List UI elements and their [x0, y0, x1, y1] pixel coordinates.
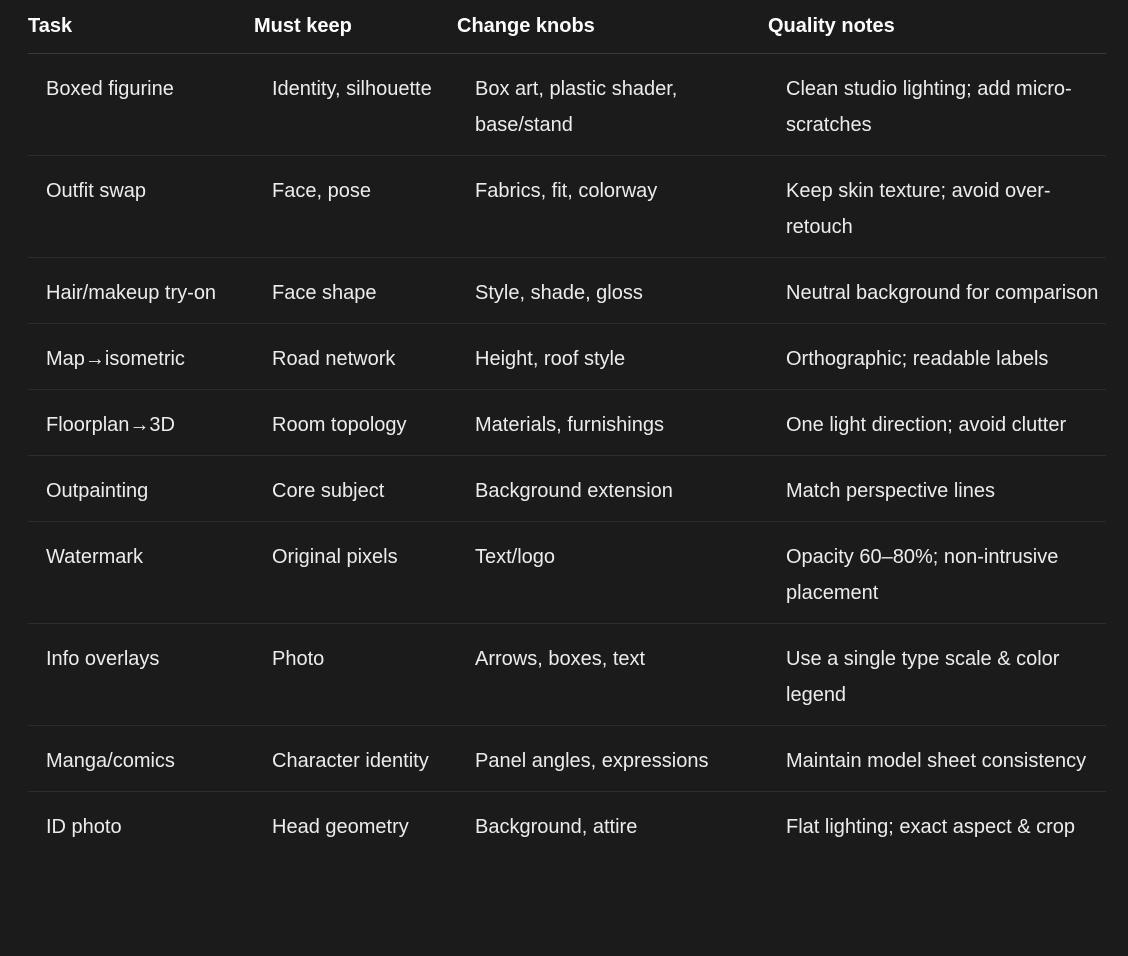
- cell-change-knobs: Height, roof style: [457, 324, 768, 390]
- table-header-row: [28, 0, 1106, 54]
- cell-task: Boxed figurine: [28, 54, 254, 156]
- cell-task: Outfit swap: [28, 156, 254, 258]
- cell-quality-notes: One light direction; avoid clutter: [768, 390, 1106, 456]
- cell-quality-notes: Match perspective lines: [768, 456, 1106, 522]
- cell-change-knobs: Background extension: [457, 456, 768, 522]
- table-row: [28, 726, 1106, 792]
- table-row: [28, 456, 1106, 522]
- cell-must-keep: Original pixels: [254, 522, 457, 624]
- cell-change-knobs: Materials, furnishings: [457, 390, 768, 456]
- cell-task: Outpainting: [28, 456, 254, 522]
- cell-must-keep: Face, pose: [254, 156, 457, 258]
- cell-change-knobs: Text/logo: [457, 522, 768, 624]
- cell-quality-notes: Opacity 60–80%; non-intrusive placement: [768, 522, 1106, 624]
- cell-quality-notes: Maintain model sheet consistency: [768, 726, 1106, 792]
- header-task: Task: [28, 0, 254, 54]
- cell-task: Map→isometric: [28, 324, 254, 390]
- cell-task: Info overlays: [28, 624, 254, 726]
- cell-task: Floorplan→3D: [28, 390, 254, 456]
- cell-task: Watermark: [28, 522, 254, 624]
- table-row: [28, 390, 1106, 456]
- cell-must-keep: Road network: [254, 324, 457, 390]
- cell-must-keep: Face shape: [254, 258, 457, 324]
- cell-must-keep: Identity, silhouette: [254, 54, 457, 156]
- cell-change-knobs: Style, shade, gloss: [457, 258, 768, 324]
- cell-must-keep: Core subject: [254, 456, 457, 522]
- cell-must-keep: Photo: [254, 624, 457, 726]
- table-row: [28, 258, 1106, 324]
- cell-quality-notes: Use a single type scale & color legend: [768, 624, 1106, 726]
- table-container: [28, 0, 1106, 857]
- cell-change-knobs: Box art, plastic shader, base/stand: [457, 54, 768, 156]
- cell-quality-notes: Keep skin texture; avoid over-retouch: [768, 156, 1106, 258]
- table-row: [28, 54, 1106, 156]
- cell-change-knobs: Background, attire: [475, 816, 638, 838]
- cell-change-knobs: Fabrics, fit, colorway: [457, 156, 768, 258]
- table-row: [28, 324, 1106, 390]
- cell-quality-notes: Neutral background for comparison: [768, 258, 1106, 324]
- table-row: [28, 522, 1106, 624]
- cell-task: ID photo: [46, 816, 122, 838]
- cell-task: Hair/makeup try-on: [28, 258, 254, 324]
- cell-quality-notes: Flat lighting; exact aspect & crop: [786, 816, 1076, 838]
- cell-task: Manga/comics: [28, 726, 254, 792]
- cell-change-knobs: Arrows, boxes, text: [457, 624, 768, 726]
- cell-quality-notes: Orthographic; readable labels: [768, 324, 1106, 390]
- header-quality-notes: Quality notes: [768, 0, 1106, 54]
- task-table: [28, 0, 1106, 857]
- header-change-knobs: Change knobs: [457, 0, 768, 54]
- cell-change-knobs: Panel angles, expressions: [457, 726, 768, 792]
- cell-must-keep: Head geometry: [272, 816, 409, 838]
- table-row: [28, 624, 1106, 726]
- table-row: [28, 156, 1106, 258]
- header-must-keep: Must keep: [254, 0, 457, 54]
- cell-quality-notes: Clean studio lighting; add micro-scratches: [768, 54, 1106, 156]
- cell-must-keep: Character identity: [254, 726, 457, 792]
- table-row: [28, 792, 1106, 858]
- cell-must-keep: Room topology: [254, 390, 457, 456]
